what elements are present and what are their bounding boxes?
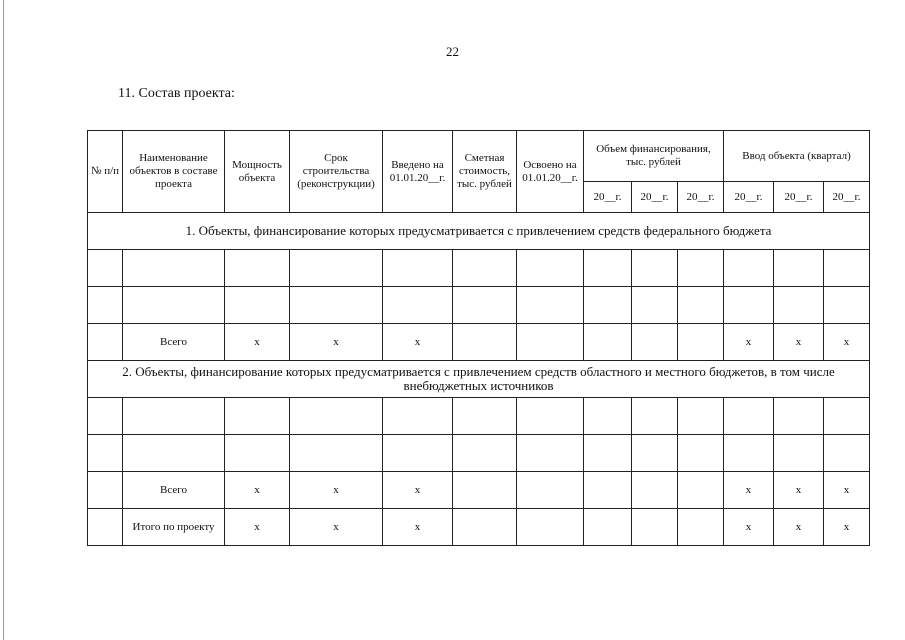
table-cell: x xyxy=(290,324,383,361)
header-construction-term: Срок строительства (реконструкции) xyxy=(290,131,383,213)
table-cell xyxy=(724,435,774,472)
table-cell xyxy=(290,398,383,435)
table-cell xyxy=(453,287,517,324)
table-cell xyxy=(517,398,584,435)
section-title: 2. Объекты, финансирование которых предусматривается с привлечением средств областного и местного бюджетов, в том числе внебюджетных источников xyxy=(88,361,870,398)
table-cell: x xyxy=(824,324,870,361)
header-developed: Освоено на 01.01.20__г. xyxy=(517,131,584,213)
header-num: № п/п xyxy=(88,131,123,213)
table-cell xyxy=(123,250,225,287)
project-composition-table xyxy=(87,130,870,546)
table-cell xyxy=(584,435,632,472)
table-cell xyxy=(774,250,824,287)
header-introduced: Введено на 01.01.20__г. xyxy=(383,131,453,213)
table-cell xyxy=(632,398,678,435)
table-cell: x xyxy=(724,324,774,361)
table-row-empty xyxy=(88,287,870,324)
table-cell xyxy=(632,287,678,324)
table-cell xyxy=(584,250,632,287)
table-cell: x xyxy=(724,509,774,546)
header-year: 20__г. xyxy=(584,182,632,213)
table-cell xyxy=(724,250,774,287)
total-label: Итого по проекту xyxy=(123,509,225,546)
table-cell xyxy=(123,287,225,324)
project-total-row xyxy=(88,509,870,546)
table-cell: x xyxy=(724,472,774,509)
table-cell xyxy=(678,324,724,361)
section1-total-row xyxy=(88,324,870,361)
table-row-empty xyxy=(88,250,870,287)
page-left-edge-line xyxy=(3,0,4,640)
table-cell xyxy=(517,250,584,287)
table-cell xyxy=(584,472,632,509)
table-cell xyxy=(824,250,870,287)
table-cell xyxy=(824,398,870,435)
table-cell xyxy=(453,398,517,435)
table-cell xyxy=(453,324,517,361)
table-cell xyxy=(584,398,632,435)
table-cell: x xyxy=(383,472,453,509)
header-year: 20__г. xyxy=(632,182,678,213)
table-cell xyxy=(88,287,123,324)
table-cell xyxy=(88,250,123,287)
table-cell xyxy=(678,287,724,324)
table-cell xyxy=(678,398,724,435)
table-cell xyxy=(225,435,290,472)
table-cell xyxy=(774,287,824,324)
table-cell: x xyxy=(383,324,453,361)
table-cell: x xyxy=(290,472,383,509)
header-year: 20__г. xyxy=(824,182,870,213)
table-cell xyxy=(678,250,724,287)
table-cell xyxy=(123,435,225,472)
table-cell xyxy=(383,435,453,472)
table-cell xyxy=(383,287,453,324)
table-cell xyxy=(225,250,290,287)
table-cell xyxy=(88,435,123,472)
table-cell xyxy=(225,398,290,435)
table-cell xyxy=(88,472,123,509)
table-cell xyxy=(88,509,123,546)
header-year: 20__г. xyxy=(678,182,724,213)
table-cell xyxy=(584,287,632,324)
table-cell xyxy=(383,398,453,435)
table-cell xyxy=(632,472,678,509)
table-cell xyxy=(453,250,517,287)
header-object-name: Наименование объектов в составе проекта xyxy=(123,131,225,213)
section2-total-row xyxy=(88,472,870,509)
table-cell xyxy=(290,287,383,324)
table-cell xyxy=(225,287,290,324)
table-cell: x xyxy=(225,509,290,546)
section-heading: 11. Состав проекта: xyxy=(118,86,235,101)
table-cell: x xyxy=(383,509,453,546)
table-cell xyxy=(724,398,774,435)
table-cell xyxy=(584,324,632,361)
table-cell xyxy=(517,509,584,546)
table-cell xyxy=(774,398,824,435)
table-cell xyxy=(678,509,724,546)
total-label: Всего xyxy=(123,324,225,361)
section-row-federal xyxy=(88,213,870,250)
table-cell xyxy=(517,435,584,472)
table-cell: x xyxy=(774,472,824,509)
table-cell xyxy=(632,250,678,287)
table-cell xyxy=(517,472,584,509)
header-financing-volume: Объем финансирования, тыс. рублей xyxy=(584,131,724,182)
table-cell xyxy=(584,509,632,546)
table-cell xyxy=(88,398,123,435)
table-cell xyxy=(824,435,870,472)
table-header-row xyxy=(88,131,870,182)
total-label: Всего xyxy=(123,472,225,509)
table-cell: x xyxy=(774,509,824,546)
header-commissioning-quarter: Ввод объекта (квартал) xyxy=(724,131,870,182)
table-cell xyxy=(383,250,453,287)
table-cell xyxy=(290,250,383,287)
table-cell xyxy=(517,287,584,324)
table-cell xyxy=(453,472,517,509)
table-cell xyxy=(678,472,724,509)
table-cell: x xyxy=(824,509,870,546)
header-year: 20__г. xyxy=(774,182,824,213)
table-cell xyxy=(517,324,584,361)
table-cell xyxy=(774,435,824,472)
section-title: 1. Объекты, финансирование которых предусматривается с привлечением средств федерального бюджета xyxy=(88,213,870,250)
table-cell xyxy=(123,398,225,435)
table-cell xyxy=(632,509,678,546)
table-cell xyxy=(678,435,724,472)
table-cell: x xyxy=(225,324,290,361)
table-cell: x xyxy=(774,324,824,361)
page-number: 22 xyxy=(446,44,459,59)
table-row-empty xyxy=(88,435,870,472)
table-cell xyxy=(632,324,678,361)
header-year: 20__г. xyxy=(724,182,774,213)
table-cell xyxy=(453,509,517,546)
table-cell: x xyxy=(824,472,870,509)
table-cell xyxy=(632,435,678,472)
table-cell: x xyxy=(290,509,383,546)
section-row-regional xyxy=(88,361,870,398)
header-capacity: Мощность объекта xyxy=(225,131,290,213)
table-cell xyxy=(290,435,383,472)
table-cell xyxy=(824,287,870,324)
header-estimated-cost: Сметная стоимость, тыс. рублей xyxy=(453,131,517,213)
table-cell xyxy=(724,287,774,324)
table-cell xyxy=(453,435,517,472)
table-cell xyxy=(88,324,123,361)
table-row-empty xyxy=(88,398,870,435)
table-cell: x xyxy=(225,472,290,509)
